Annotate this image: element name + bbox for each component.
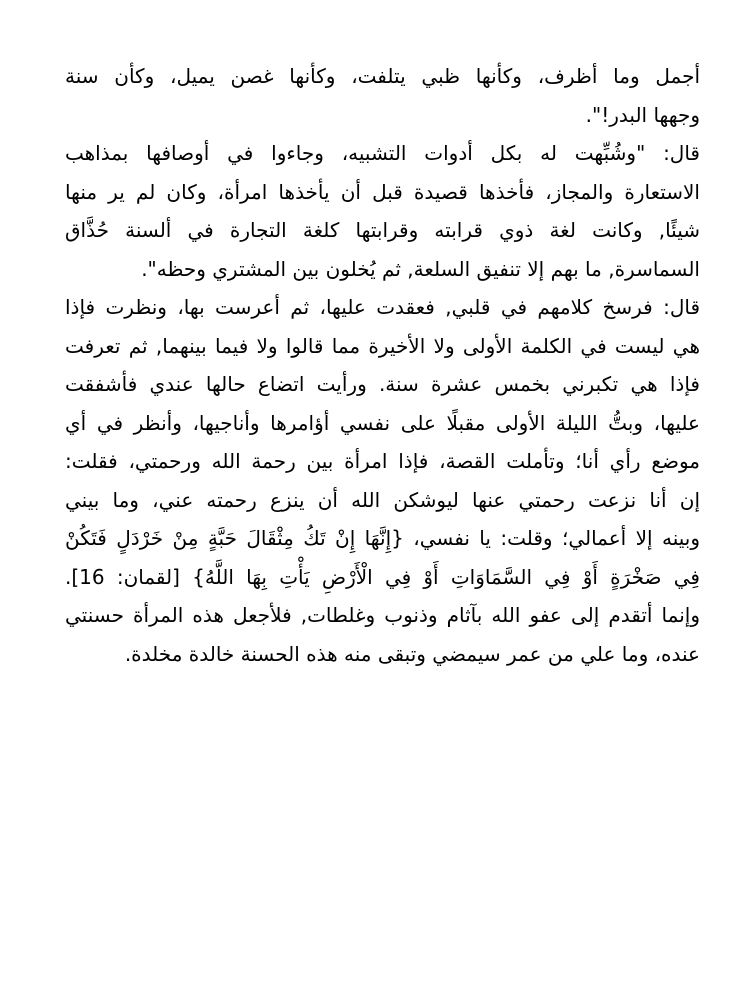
text-line-5: شيئًا, وكانت لغة ذوي قرابته وقرابتها كلغة التجارة في ألسنة حُذَّاق	[65, 218, 700, 242]
text-line-6: السماسرة, ما بهم إلا تنفيق السلعة, ثم يُخلون بين المشتري وحظه".	[141, 256, 700, 281]
text-line-14: فِي صَخْرَةٍ أَوْ فِي السَّمَاوَاتِ أَوْ فِي الْأَرْضِ يَأْتِ بِهَا اللَّهُ} [لقمان: 16].	[65, 564, 700, 589]
text-line-16: عنده، وما علي من عمر سيمضي وتبقى منه هذه الحسنة خالدة مخلدة.	[124, 641, 700, 666]
text-line-11: موضع رأي أنا؛ وتأملت القصة، فإذا امرأة بين رحمة الله ورحمتي، فقلت:	[65, 449, 700, 473]
text-line-10: عليها، وبتُّ الليلة الأولى مقبلًا على نفسي أؤامرها وأناجيها، وأنظر في أي	[65, 410, 700, 435]
text-line-7: قال: فرسخ كلامهم في قلبي, فعقدت عليها، ثم أعرست بها، ونظرت فإذا	[65, 295, 700, 319]
text-line-8: هي ليست في الكلمة الأولى ولا الأخيرة مما قالوا ولا فيما بينهما, ثم تعرفت	[65, 333, 700, 358]
text-line-2: وجهها البدر!".	[585, 102, 700, 127]
text-line-15: وإنما أتقدم إلى عفو الله بآثام وذنوب وغلطات, فلأجعل هذه المرأة حسنتي	[65, 603, 700, 627]
document-body	[65, 57, 700, 673]
text-line-3: قال: "وشُبِّهت له بكل أدوات التشبيه، وجاءوا في أوصافها بمذاهب	[65, 141, 700, 165]
text-line-13: وبينه إلا أعمالي؛ وقلت: يا نفسي، {إِنَّهَا إِنْ تَكُ مِثْقَالَ حَبَّةٍ مِنْ خَرْدَلٍ فَتَكُنْ	[65, 526, 700, 550]
text-line-4: الاستعارة والمجاز، فأخذها قصيدة قبل أن يأخذها امرأة، وكان لم ير منها	[65, 179, 700, 204]
text-line-1: أجمل وما أظرف، وكأنها ظبي يتلفت، وكأنها غصن يميل، وكأن سنة	[65, 64, 700, 88]
text-line-12: إن أنا نزعت رحمتي عنها ليوشكن الله أن ينزع رحمته عني، وما بيني	[65, 487, 700, 512]
text-line-9: فإذا هي تكبرني بخمس عشرة سنة. ورأيت اتضاع حالها عندي فأشفقت	[65, 372, 700, 396]
